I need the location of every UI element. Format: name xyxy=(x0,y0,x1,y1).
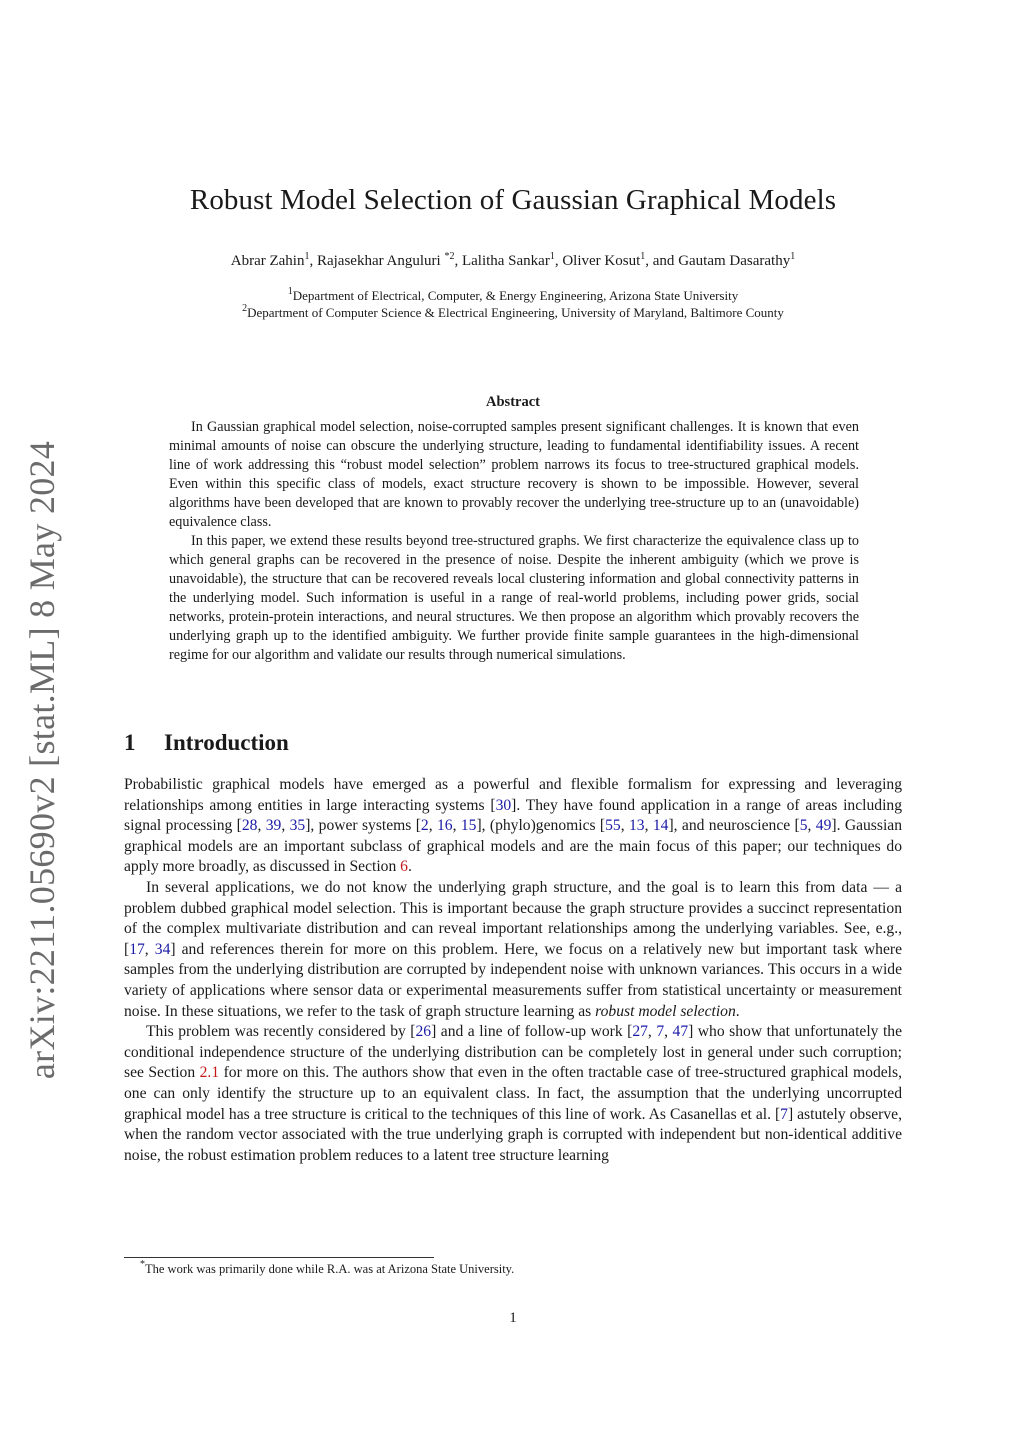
citation-link[interactable]: 55 xyxy=(605,817,621,835)
intro-paragraph-3: This problem was recently considered by [26] and a line of follow-up work [27, 7, 47] who show that unfortunately the conditional independence structure of the underlying distribution can be completely lost in general under such corruption; see Section 2.1 for more on this. The authors show that even in the often tractable case of tree-structured graphical models, one can only identify the structure up to an equivalent class. In fact, the assumption that the underlying uncorrupted graphical model has a tree structure is critical to the techniques of this line of work. As Casanellas et al. [7] astutely observe, when the random vector associated with the true underlying graph is corrupted with independent but non-identical additive noise, the robust estimation problem reduces to a latent tree structure learning xyxy=(124,1023,903,1164)
citation-link[interactable]: 14 xyxy=(652,817,669,835)
footnote: *The work was primarily done while R.A. was at Arizona State University. xyxy=(140,1259,515,1276)
footnote-divider xyxy=(124,1257,434,1258)
section-reference-link[interactable]: 6 xyxy=(400,858,408,876)
abstract-body xyxy=(169,418,859,665)
citation-link[interactable]: 2 xyxy=(420,817,429,835)
citation-link[interactable]: 34 xyxy=(154,940,171,958)
abstract-paragraph-1: In Gaussian graphical model selection, noise-corrupted samples present significant challenges. It is known that even minimal amounts of noise can obscure the underlying structure, leading to fundamental identifiability issues. A recent line of work addressing this “robust model selection” problem narrows its focus to tree-structured graphical models. Even within this specific class of models, exact structure recovery is shown to be impossible. However, several algorithms have been developed that are known to provably recover the underlying tree-structure up to an (unavoidable) equivalence class. xyxy=(169,419,859,530)
author-affiliation-mark: 1 xyxy=(304,251,310,262)
affiliation-2: $^2$Department of Computer Science & Electrical Engineering, University of Maryland, Baltimore County xyxy=(242,303,784,320)
author-name: Gautam Dasarathy xyxy=(678,253,791,269)
affiliation-1: $^1$Department of Electrical, Computer, & Energy Engineering, Arizona State University xyxy=(287,286,739,303)
citation-link[interactable]: 15 xyxy=(460,817,477,835)
author-affiliation-mark: 1 xyxy=(640,251,646,262)
citation-link[interactable]: 28 xyxy=(241,817,258,835)
affiliation-list xyxy=(124,287,902,321)
author-affiliation-mark: 1 xyxy=(790,251,796,262)
citation-link[interactable]: 7 xyxy=(780,1105,788,1123)
page-number: 1 xyxy=(509,1310,517,1326)
introduction-body xyxy=(124,775,902,1166)
abstract-heading: Abstract xyxy=(486,394,540,410)
citation-link[interactable]: 47 xyxy=(672,1023,689,1041)
citation-link[interactable]: 26 xyxy=(415,1023,432,1041)
author-name: Lalitha Sankar xyxy=(461,253,550,269)
emphasized-term: robust model selection xyxy=(595,1002,736,1020)
arxiv-identifier-stamp: arXiv:2211.05690v2 [stat.ML] 8 May 2024 xyxy=(22,440,62,1080)
citation-link[interactable]: 35 xyxy=(289,817,306,835)
citation-link[interactable]: 27 xyxy=(632,1023,648,1041)
citation-link[interactable]: 13 xyxy=(628,817,645,835)
citation-link[interactable]: 7 xyxy=(656,1023,665,1041)
citation-link[interactable]: 16 xyxy=(436,817,453,835)
citation-link[interactable]: 30 xyxy=(495,796,512,814)
footnote-mark: * xyxy=(140,1259,145,1270)
author-list: Abrar Zahin$^1$, Rajasekhar Anguluri $^{*2}$, Lalitha Sankar$^1$, Oliver Kosut$^1$, and Gautam Dasarathy$^1$ xyxy=(230,251,796,269)
citation-link[interactable]: 49 xyxy=(815,817,832,835)
intro-paragraph-1: Probabilistic graphical models have emerged as a powerful and flexible formalism for expressing and leveraging relationships among entities in large interacting systems [30]. They have found application in a range of areas including signal processing [28, 39, 35], power systems [2, 16, 15], (phylo)genomics [55, 13, 14], and neuroscience [5, 49]. Gaussian graphical models are an important subclass of graphical models and are the main focus of this paper; our techniques do apply more broadly, as discussed in Section 6. xyxy=(124,776,903,876)
section-heading-introduction xyxy=(124,730,289,756)
section-number: 1 xyxy=(124,730,136,755)
author-affiliation-mark: 1 xyxy=(549,251,555,262)
author-name: Abrar Zahin xyxy=(230,253,305,269)
author-affiliation-mark: *2 xyxy=(444,251,455,262)
author-name: Rajasekhar Anguluri xyxy=(316,253,445,269)
author-name: Oliver Kosut xyxy=(562,253,641,269)
citation-link[interactable]: 5 xyxy=(799,817,808,835)
abstract-paragraph-2: In this paper, we extend these results beyond tree-structured graphs. We first characterize the equivalence class up to which general graphs can be recovered in the presence of noise. Despite the inherent ambiguity (which we prove is unavoidable), the structure that can be recovered reveals local clustering information and global connectivity patterns in the underlying model. Such information is useful in a range of real-world problems, including power grids, social networks, protein-protein interactions, and neural structures. We then propose an algorithm which provably recovers the underlying graph up to the identified ambiguity. We further provide finite sample guarantees in the high-dimensional regime for our algorithm and validate our results through numerical simulations. xyxy=(169,533,859,663)
intro-paragraph-2: In several applications, we do not know the underlying graph structure, and the goal is to learn this from data — a problem dubbed graphical model selection. This is important because the graph structure provides a succinct representation of the complex multivariate distribution and can reveal important relationships among the underlying variables. See, e.g., [17, 34] and references therein for more on this problem. Here, we focus on a relatively new but important task where samples from the underlying distribution are corrupted by independent noise with unknown variances. This occurs in a wide variety of applications where sensor data or experimental measurements suffer from statistical uncertainty or measurement noise. In these situations, we refer to the task of graph structure learning as robust model selection. xyxy=(124,878,903,1020)
section-reference-link[interactable]: 2.1 xyxy=(199,1064,220,1082)
citation-link[interactable]: 39 xyxy=(265,817,282,835)
section-title: Introduction xyxy=(164,730,289,755)
citation-link[interactable]: 17 xyxy=(129,940,145,958)
paper-title: Robust Model Selection of Gaussian Graphical Models xyxy=(189,184,837,216)
